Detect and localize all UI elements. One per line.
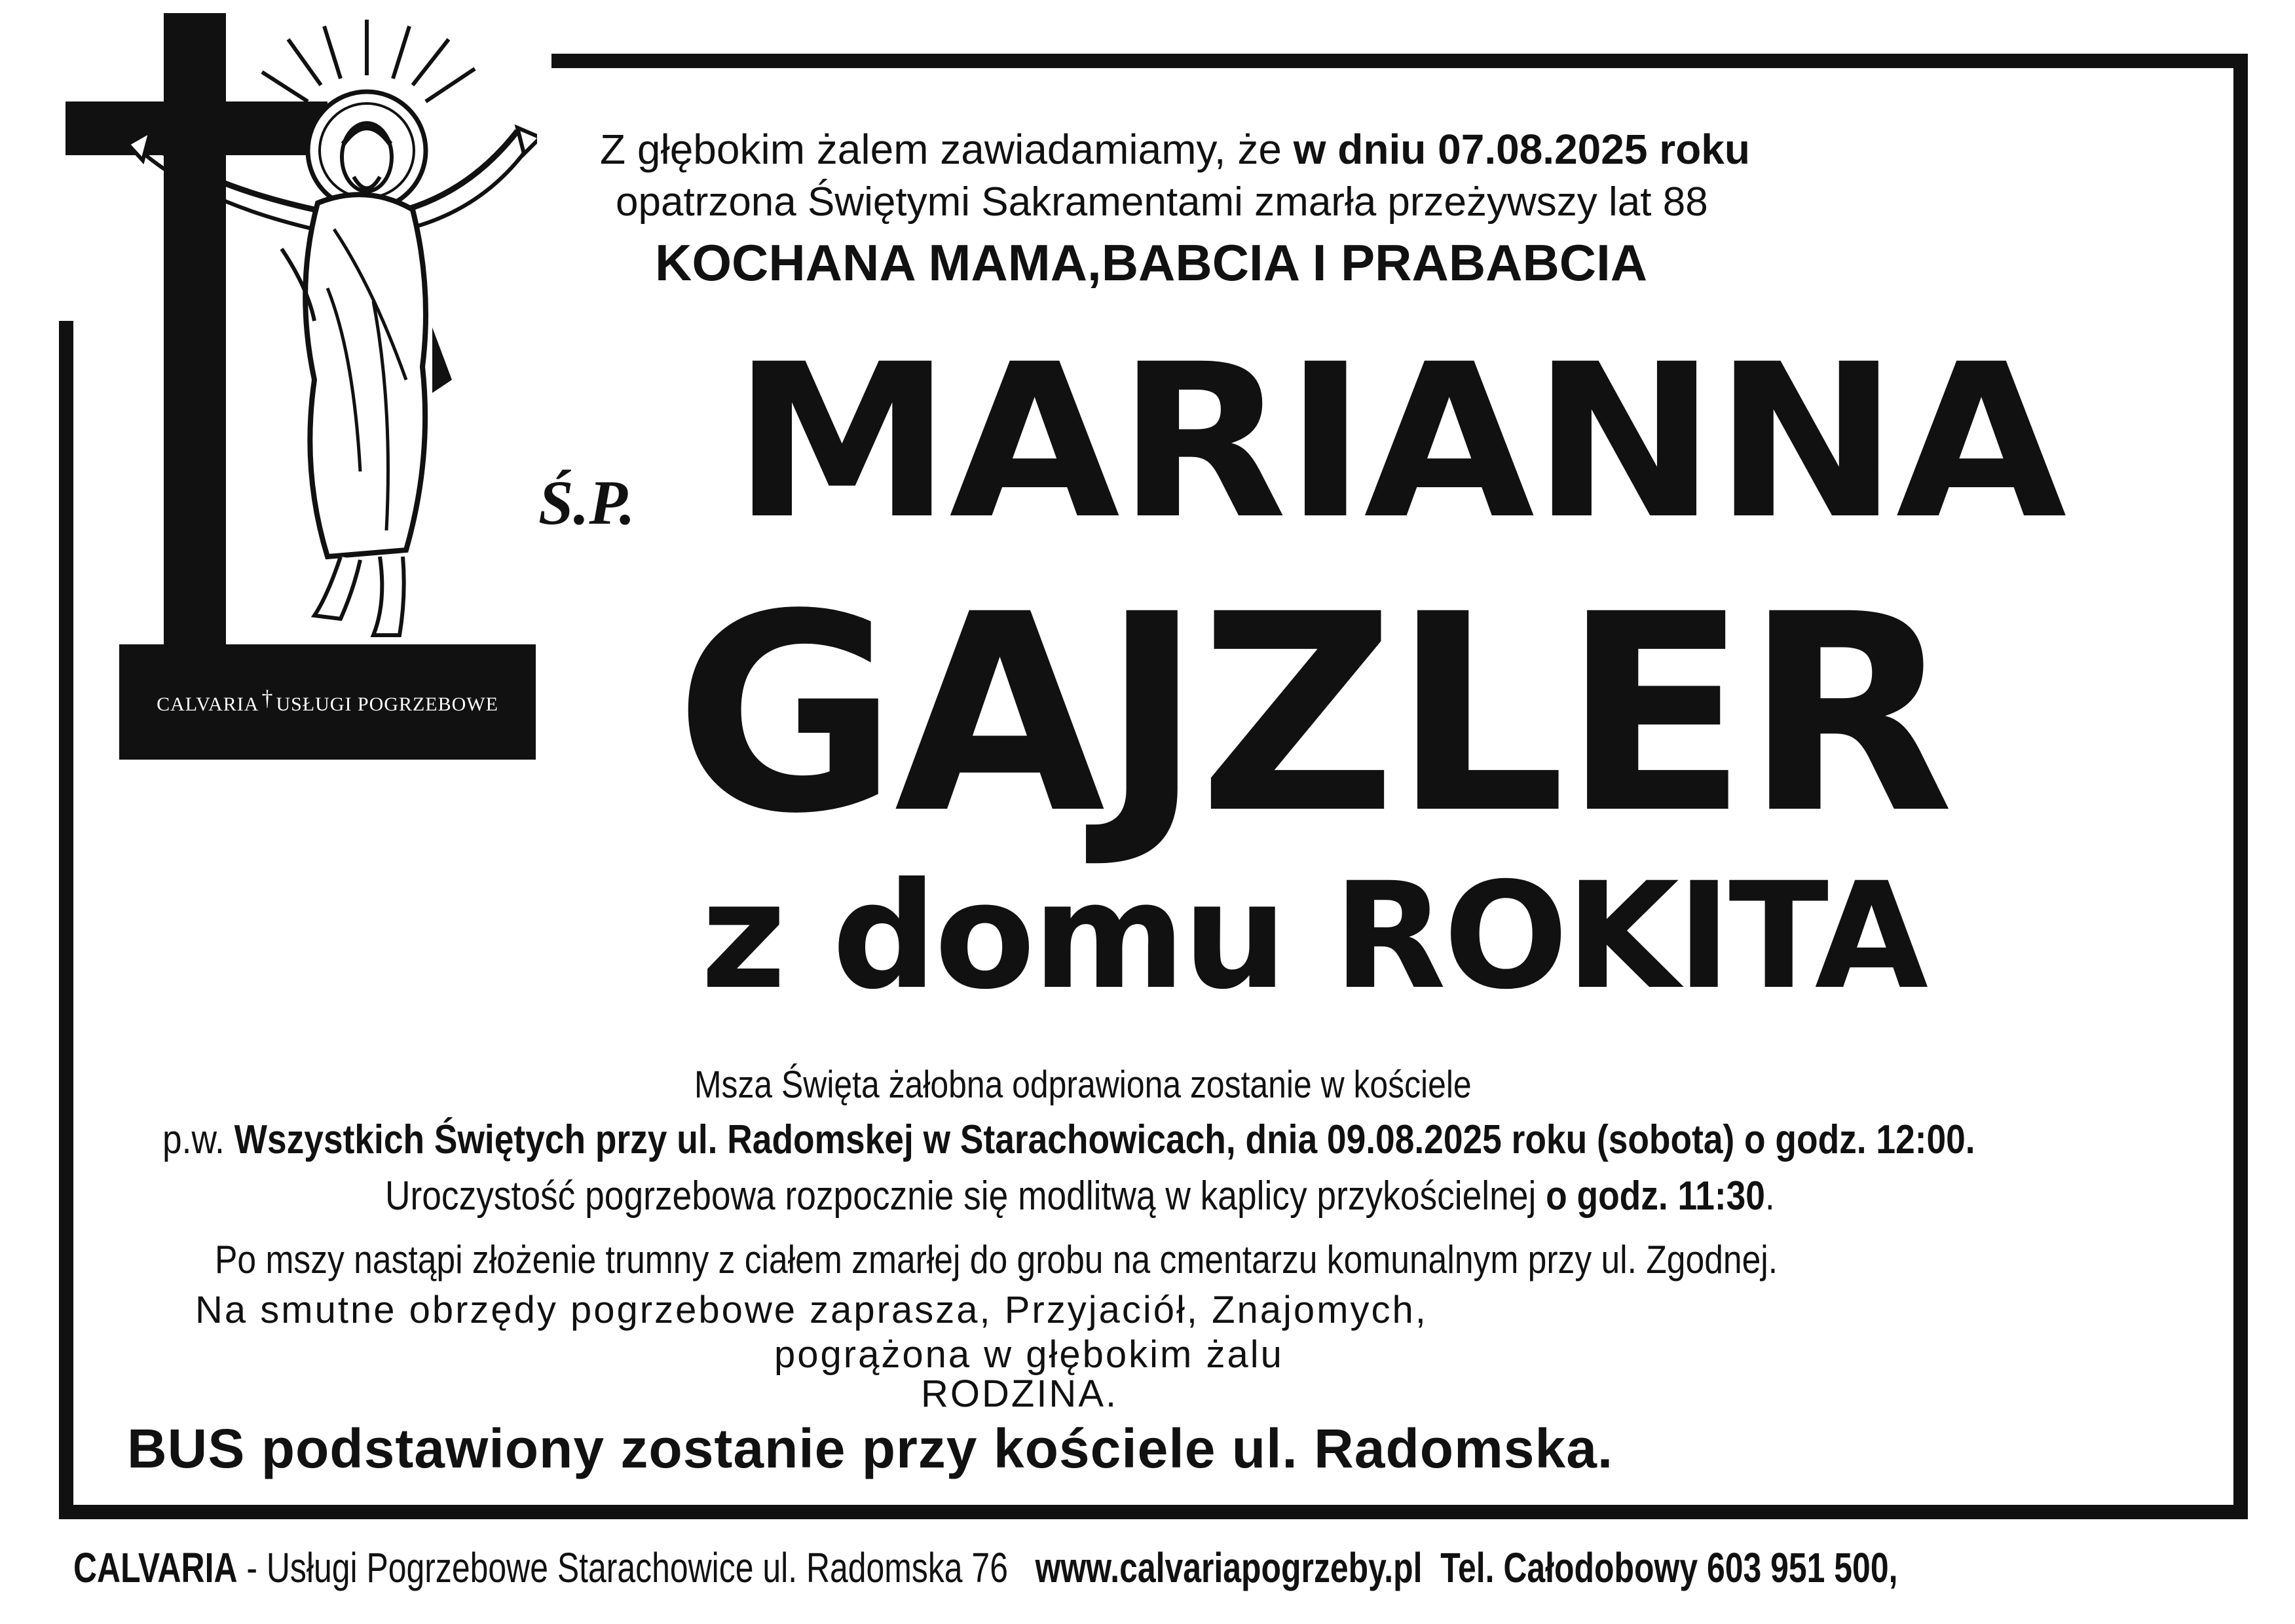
crucifix-icon: [65, 13, 537, 655]
funeral-church-date: Wszystkich Świętych przy ul. Radomskej w Starachowicach, dnia 09.08.2025 roku (sobota) o godz. 12:00.: [234, 1117, 1975, 1162]
deceased-first-name: MARIANNA: [732, 319, 2064, 566]
bus-notice: BUS podstawiony zostanie przy kościele ul. Radomska.: [127, 1418, 1614, 1479]
intro-death-date: w dniu 07.08.2025 roku: [1293, 126, 1750, 173]
intro-line-1: [600, 126, 1750, 173]
footer-phone: Tel. Całodobowy 603 951 500,: [1422, 1544, 1898, 1591]
intro-line-1-prefix: Z głębokim żalem zawiadamiamy, że: [600, 126, 1294, 173]
funeral-line-7: RODZINA.: [921, 1373, 1119, 1415]
intro-line-2: opatrzona Świętymi Sakramentami zmarła przeżywszy lat 88: [616, 179, 1708, 225]
funeral-line-3: [385, 1173, 1775, 1219]
maiden-prefix: z domu: [701, 851, 1334, 1022]
deceased-last-name: GAJZLER: [675, 557, 1950, 874]
footer-address: - Usługi Pogrzebowe Starachowice ul. Radomska 76: [237, 1544, 1036, 1591]
funeral-ceremony-time: o godz. 11:30: [1546, 1173, 1765, 1219]
funeral-line-2-prefix: p.w.: [162, 1117, 234, 1162]
funeral-line-1: Msza Święta żałobna odprawiona zostanie w kościele: [694, 1063, 1472, 1106]
frame-top: [551, 54, 2248, 68]
deceased-prefix: Ś.P.: [538, 468, 635, 538]
maiden-surname: ROKITA: [1333, 851, 1926, 1022]
footer: [73, 1544, 1898, 1591]
funeral-line-3-prefix: Uroczystość pogrzebowa rozpocznie się modlitwą w kaplicy przykościelnej: [385, 1173, 1546, 1219]
funeral-line-6: pogrążona w głębokim żalu: [774, 1333, 1284, 1376]
maiden-name-line: [701, 851, 1926, 1022]
logo-right: USŁUGI POGRZEBOWE: [276, 693, 498, 715]
frame-right: [2233, 54, 2248, 1519]
frame-bottom: [59, 1505, 2248, 1519]
funeral-line-4: Po mszy nastąpi złożenie trumny z ciałem zmarłej do grobu na cmentarzu komunalnym przy ul. Zgodnej.: [215, 1238, 1778, 1282]
funeral-line-3-suffix: .: [1764, 1173, 1775, 1219]
funeral-line-2: [162, 1117, 1975, 1162]
intro-line-3: KOCHANA MAMA,BABCIA I PRABABCIA: [655, 234, 1648, 291]
logo-left: CALVARIA: [157, 693, 259, 715]
logo-text: [119, 686, 536, 716]
funeral-line-5: Na smutne obrzędy pogrzebowe zaprasza, Przyjaciół, Znajomych,: [195, 1289, 1428, 1331]
footer-website-link[interactable]: www.calvariapogrzeby.pl: [1035, 1544, 1423, 1591]
calvaria-logo: [119, 644, 536, 760]
footer-company: CALVARIA: [73, 1544, 238, 1591]
logo-cross-icon: †: [261, 686, 274, 710]
